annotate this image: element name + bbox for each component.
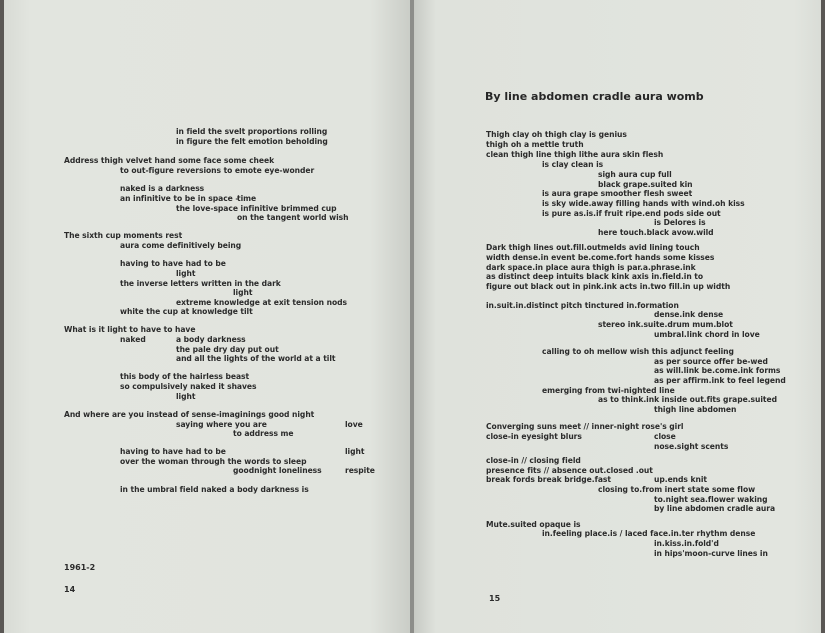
right-poem-line: Converging suns meet // inner-night rose's girl bbox=[486, 422, 684, 431]
left-poem-line: light bbox=[176, 269, 196, 278]
left-page-edge bbox=[0, 0, 4, 633]
right-poem-line: break fords break bridge.fast bbox=[486, 475, 611, 484]
left-poem-line: respite bbox=[345, 466, 375, 475]
page-number-left: 14 bbox=[64, 585, 76, 594]
left-poem-line: in the umbral field naked a body darkness is bbox=[120, 485, 309, 494]
right-poem-line: dark space.in place aura thigh is par.a.phrase.ink bbox=[486, 263, 696, 272]
right-poem-line: up.ends knit bbox=[654, 475, 707, 484]
right-poem-line: black grape.suited kin bbox=[598, 180, 693, 189]
right-page-edge bbox=[821, 0, 825, 633]
left-poem-line: naked is a darkness bbox=[120, 184, 205, 193]
right-poem-line: thigh line abdomen bbox=[654, 405, 737, 414]
left-poem-line: Address thigh velvet hand some face some cheek bbox=[64, 156, 275, 165]
right-poem-line: in.feeling place.is / laced face.in.ter rhythm dense bbox=[542, 529, 756, 538]
right-poem-line: as per source offer be-wed bbox=[654, 357, 768, 366]
right-poem-line: stereo ink.suite.drum mum.blot bbox=[598, 320, 733, 329]
left-poem-line: a body darkness bbox=[176, 335, 246, 344]
left-poem-line: And where are you instead of sense-imaginings good night bbox=[64, 410, 315, 419]
left-poem-line: light bbox=[176, 392, 196, 401]
right-poem-line: is pure as.is.if fruit ripe.end pods side out bbox=[542, 209, 721, 218]
right-poem-line: Dark thigh lines out.fill.outmelds avid lining touch bbox=[486, 243, 700, 252]
right-poem-line: emerging from twi-nighted line bbox=[542, 386, 675, 395]
right-poem-line: closing to.from inert state some flow bbox=[598, 485, 756, 494]
left-poem-line: to out-figure reversions to emote eye-wonder bbox=[120, 166, 315, 175]
right-page bbox=[414, 0, 825, 633]
right-poem-line: in.kiss.in.fold'd bbox=[654, 539, 719, 548]
left-poem-line: the love-space infinitive brimmed cup bbox=[176, 204, 337, 213]
right-poem-line: here touch.black avow.wild bbox=[598, 228, 714, 237]
right-poem-line: is Delores is bbox=[654, 218, 706, 227]
right-poem-line: as to think.ink inside out.fits grape.suited bbox=[598, 395, 777, 404]
page-number-right: 15 bbox=[489, 594, 501, 603]
right-poem-line: umbral.link chord in love bbox=[654, 330, 760, 339]
left-poem-line: to address me bbox=[233, 429, 294, 438]
left-poem-line: time bbox=[237, 194, 257, 203]
right-poem-line: close bbox=[654, 432, 676, 441]
left-poem-line: aura come definitively being bbox=[120, 241, 242, 250]
left-poem-line: this body of the hairless beast bbox=[120, 372, 250, 381]
right-poem-line: is aura grape smoother flesh sweet bbox=[542, 189, 693, 198]
right-poem-line: presence fits // absence out.closed .out bbox=[486, 466, 653, 475]
left-poem-line: light bbox=[345, 447, 365, 456]
right-poem-line: nose.sight scents bbox=[654, 442, 729, 451]
left-poem-line: over the woman through the words to sleep bbox=[120, 457, 307, 466]
right-poem-line: close-in eyesight blurs bbox=[486, 432, 582, 441]
right-poem-line: is clay clean is bbox=[542, 160, 604, 169]
poem-title: By line abdomen cradle aura womb bbox=[485, 90, 704, 103]
right-poem-line: in.suit.in.distinct pitch tinctured in.formation bbox=[486, 301, 679, 310]
right-poem-line: sigh aura cup full bbox=[598, 170, 672, 179]
left-poem-line: light bbox=[233, 288, 253, 297]
right-poem-line: by line abdomen cradle aura bbox=[654, 504, 776, 513]
left-poem-line: naked bbox=[120, 335, 146, 344]
left-poem-line: extreme knowledge at exit tension nods bbox=[176, 298, 347, 307]
left-poem-line: so compulsively naked it shaves bbox=[120, 382, 257, 391]
right-poem-line: thigh oh a mettle truth bbox=[486, 140, 584, 149]
left-poem-line: in figure the felt emotion beholding bbox=[176, 137, 328, 146]
left-page bbox=[0, 0, 412, 633]
left-poem-line: the inverse letters written in the dark bbox=[120, 279, 281, 288]
right-poem-line: dense.ink dense bbox=[654, 310, 724, 319]
left-poem-line: and all the lights of the world at a tilt bbox=[176, 354, 336, 363]
right-poem-line: is sky wide.away filling hands with wind.oh kiss bbox=[542, 199, 745, 208]
left-poem-line: in field the svelt proportions rolling bbox=[176, 127, 328, 136]
right-poem-line: figure out black out in pink.ink acts in.two fill.in up width bbox=[486, 282, 731, 291]
poem-date: 1961-2 bbox=[64, 563, 96, 572]
right-poem-line: Mute.suited opaque is bbox=[486, 520, 581, 529]
right-poem-line: Thigh clay oh thigh clay is genius bbox=[486, 130, 627, 139]
left-poem-line: having to have had to be bbox=[120, 259, 226, 268]
left-poem-line: an infinitive to be in space – bbox=[120, 194, 240, 203]
left-poem-line: saying where you are bbox=[176, 420, 267, 429]
left-poem-line: love bbox=[345, 420, 363, 429]
right-poem-line: width dense.in event be.come.fort hands some kisses bbox=[486, 253, 715, 262]
right-poem-line: clean thigh line thigh lithe aura skin flesh bbox=[486, 150, 664, 159]
left-poem-line: What is it light to have to have bbox=[64, 325, 196, 334]
left-poem-line: goodnight loneliness bbox=[233, 466, 322, 475]
right-poem-line: close-in // closing field bbox=[486, 456, 581, 465]
left-poem-line: the pale dry day put out bbox=[176, 345, 279, 354]
right-poem-line: to.night sea.flower waking bbox=[654, 495, 768, 504]
right-poem-line: calling to oh mellow wish this adjunct feeling bbox=[542, 347, 734, 356]
left-poem-line: white the cup at knowledge tilt bbox=[120, 307, 253, 316]
right-poem-line: as will.link be.come.ink forms bbox=[654, 366, 781, 375]
left-poem-line: having to have had to be bbox=[120, 447, 226, 456]
left-poem-line: The sixth cup moments rest bbox=[64, 231, 183, 240]
right-poem-line: as per affirm.ink to feel legend bbox=[654, 376, 786, 385]
right-poem-line: in hips'moon-curve lines in bbox=[654, 549, 768, 558]
right-poem-line: as distinct deep intuits black kink axis in.field.in to bbox=[486, 272, 704, 281]
left-poem-line: on the tangent world wish bbox=[237, 213, 349, 222]
